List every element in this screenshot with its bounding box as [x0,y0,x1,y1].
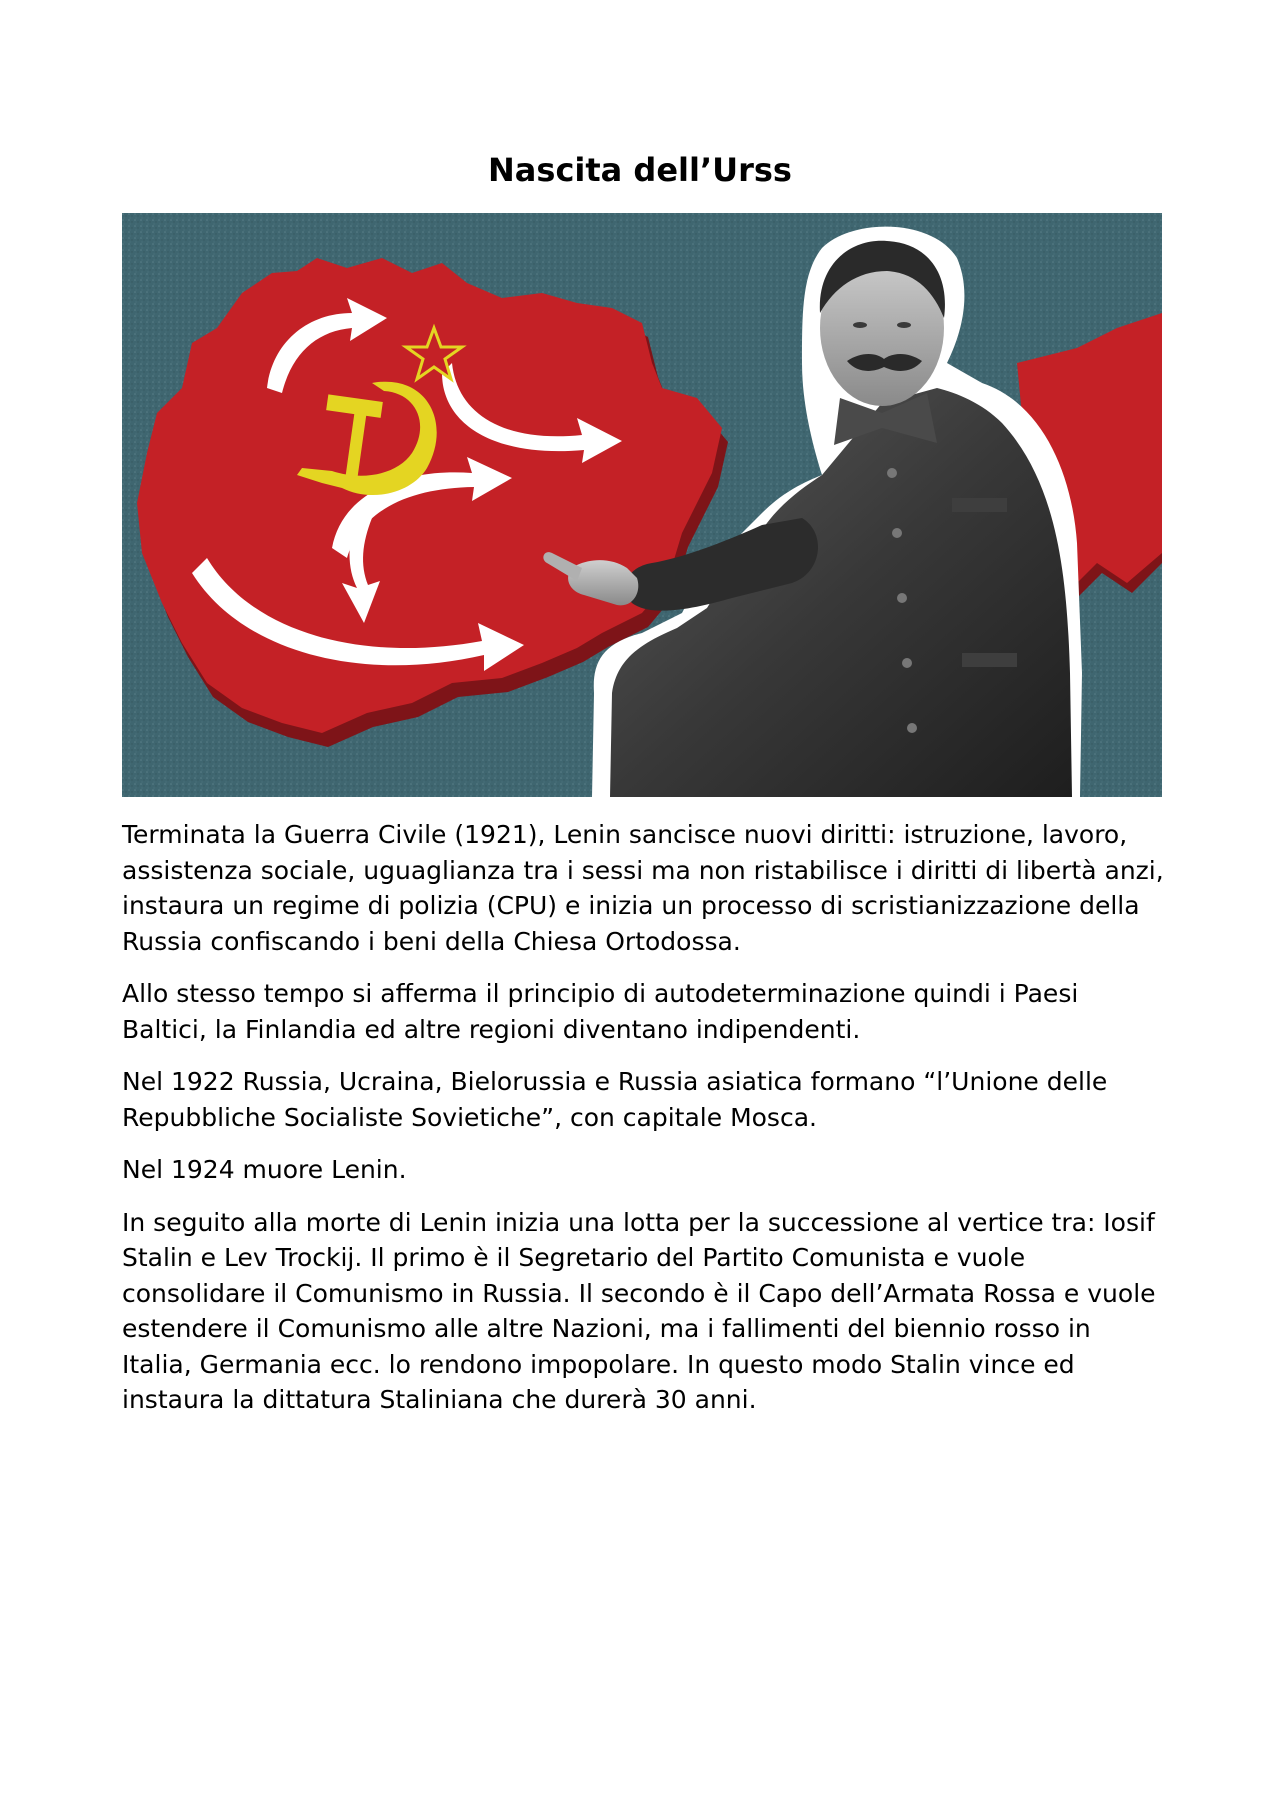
illustration [122,213,1162,797]
paragraph: Allo stesso tempo si afferma il principio di autodeterminazione quindi i Paesi Baltici, la Finlandia ed altre regioni diventano indipendenti. [122,979,1079,1044]
body-text [122,817,1167,1435]
page-title: Nascita dell’Urss [488,151,792,189]
paragraph: Terminata la Guerra Civile (1921), Lenin sancisce nuovi diritti: istruzione, lavoro, assistenza sociale, uguaglianza tra i sessi ma non ristabilisce i diritti di libertà anzi, instaura un regime di polizia (CPU) e inizia un processo di scristianizzazione della Russia confiscando i beni della Chiesa Ortodossa. [122,820,1164,956]
illustration-svg [122,213,1162,797]
paragraph: In seguito alla morte di Lenin inizia una lotta per la successione al vertice tra: Iosif Stalin e Lev Trockij. Il primo è il Segretario del Partito Comunista e vuole consolidare il Comunismo in Russia. Il secondo è il Capo dell’Armata Rossa e vuole estendere il Comunismo alle altre Nazioni, ma i fallimenti del biennio rosso in Italia, Germania ecc. lo rendono impopolare. In questo modo Stalin vince ed instaura la dittatura Staliniana che durerà 30 anni. [122,1207,1156,1414]
paragraph: Nel 1924 muore Lenin. [122,1155,407,1184]
paragraph: Nel 1922 Russia, Ucraina, Bielorussia e Russia asiatica formano “l’Unione delle Repubbliche Socialiste Sovietiche”, con capitale Mosca. [122,1067,1108,1132]
